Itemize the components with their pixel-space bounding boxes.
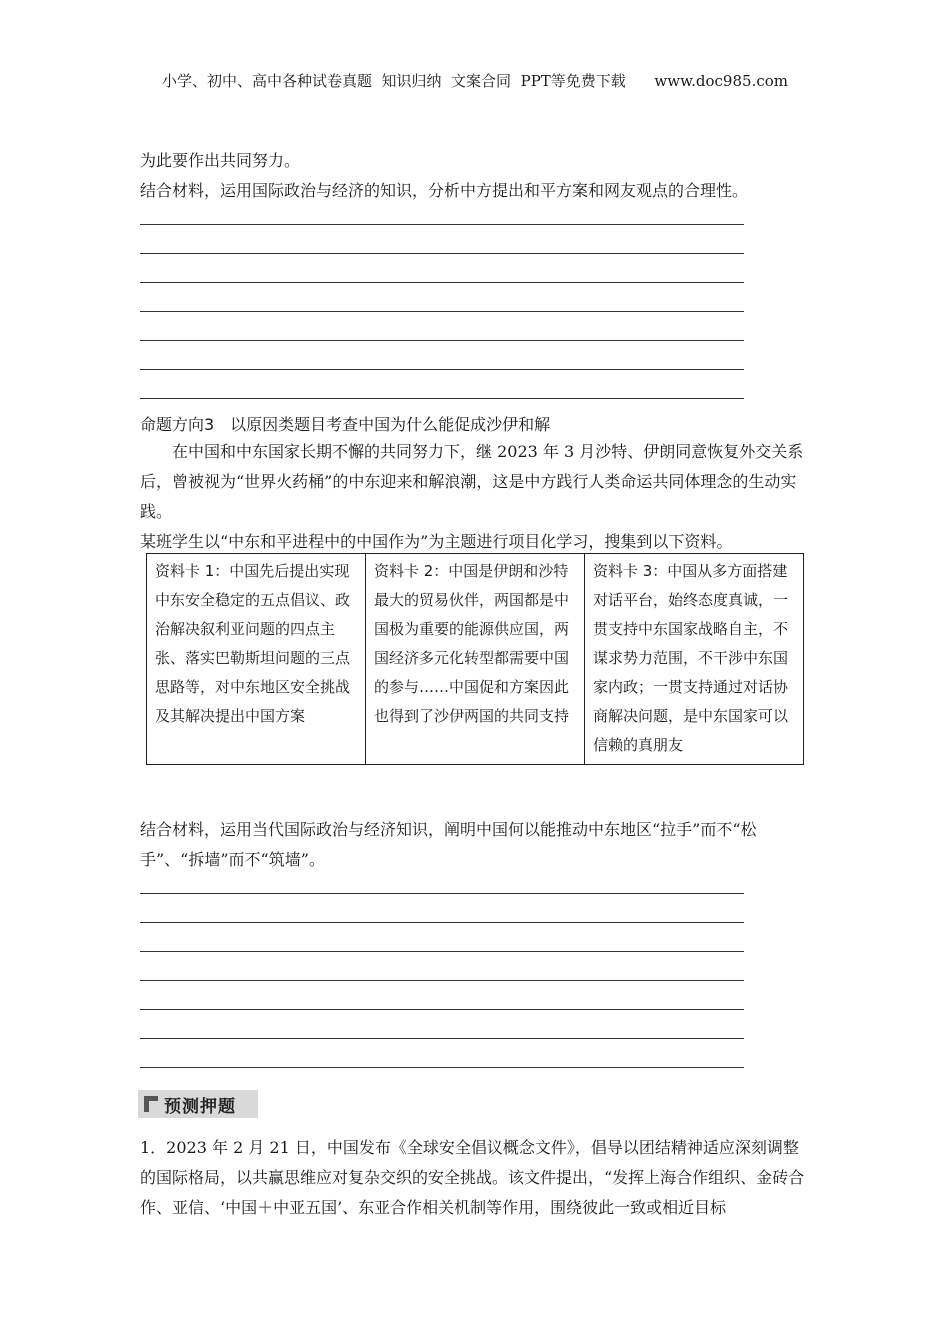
answer-line <box>140 253 744 254</box>
answer-line <box>140 398 744 399</box>
material-card-2: 资料卡 2：中国是伊朗和沙特最大的贸易伙伴，两国都是中国极为重要的能源供应国，两国经济多元化转型都需要中国的参与……中国促和方案因此也得到了沙伊两国的共同支持 <box>366 554 585 765</box>
material-card-1: 资料卡 1：中国先后提出实现中东安全稳定的五点倡议、政治解决叙利亚问题的四点主张、落实巴勒斯坦问题的三点思路等，对中东地区安全挑战及其解决提出中国方案 <box>147 554 366 765</box>
intro-paragraph: 在中国和中东国家长期不懈的共同努力下，继 2023 年 3 月沙特、伊朗同意恢复外交关系后，曾被视为“世界火药桶”的中东迎来和解浪潮，这是中方践行人类命运共同体理念的生动实践。 <box>140 442 804 521</box>
task-text: 某班学生以“中东和平进程中的中国作为”为主题进行项目化学习，搜集到以下资料。 <box>140 532 733 551</box>
continuation-text: 为此要作出共同努力。 <box>140 151 301 170</box>
answer-line <box>140 893 744 894</box>
page-header: 小学、初中、高中各种试卷真题 知识归纳 文案合同 PPT等免费下载 www.doc985.com <box>161 72 788 90</box>
predict-item-1: 1．2023 年 2 月 21 日，中国发布《全球安全倡议概念文件》，倡导以团结精神适应深刻调整的国际格局，以共赢思维应对复杂交织的安全挑战。该文件提出，“发挥上海合作组织、金砖合作、亚信、‘中国＋中亚五国’、东亚合作相关机制等作用，围绕彼此一致或相近目标 <box>140 1138 805 1217</box>
answer-line <box>140 980 744 981</box>
answer-line <box>140 340 744 341</box>
answer-line <box>140 1009 744 1010</box>
corner-bracket-icon <box>144 1096 158 1112</box>
direction-heading: 命题方向3 以原因类题目考查中国为什么能促成沙伊和解 <box>140 415 551 434</box>
question-2: 结合材料，运用当代国际政治与经济知识，阐明中国何以能推动中东地区“拉手”而不“松手”、“拆墙”而不“筑墙”。 <box>140 820 757 869</box>
material-card-3: 资料卡 3：中国从多方面搭建对话平台，始终态度真诚，一贯支持中东国家战略自主，不谋求势力范围，不干涉中东国家内政；一贯支持通过对话协商解决问题，是中东国家可以信赖的真朋友 <box>585 554 804 765</box>
answer-line <box>140 951 744 952</box>
answer-line <box>140 1067 744 1068</box>
predict-section-badge <box>138 1090 258 1118</box>
material-cards-table <box>146 553 804 765</box>
answer-line <box>140 311 744 312</box>
answer-line <box>140 1038 744 1039</box>
answer-line <box>140 282 744 283</box>
answer-line <box>140 369 744 370</box>
answer-line <box>140 922 744 923</box>
answer-line <box>140 224 744 225</box>
predict-section-title: 预测押题 <box>164 1097 236 1117</box>
question-1: 结合材料，运用国际政治与经济的知识，分析中方提出和平方案和网友观点的合理性。 <box>140 181 749 200</box>
